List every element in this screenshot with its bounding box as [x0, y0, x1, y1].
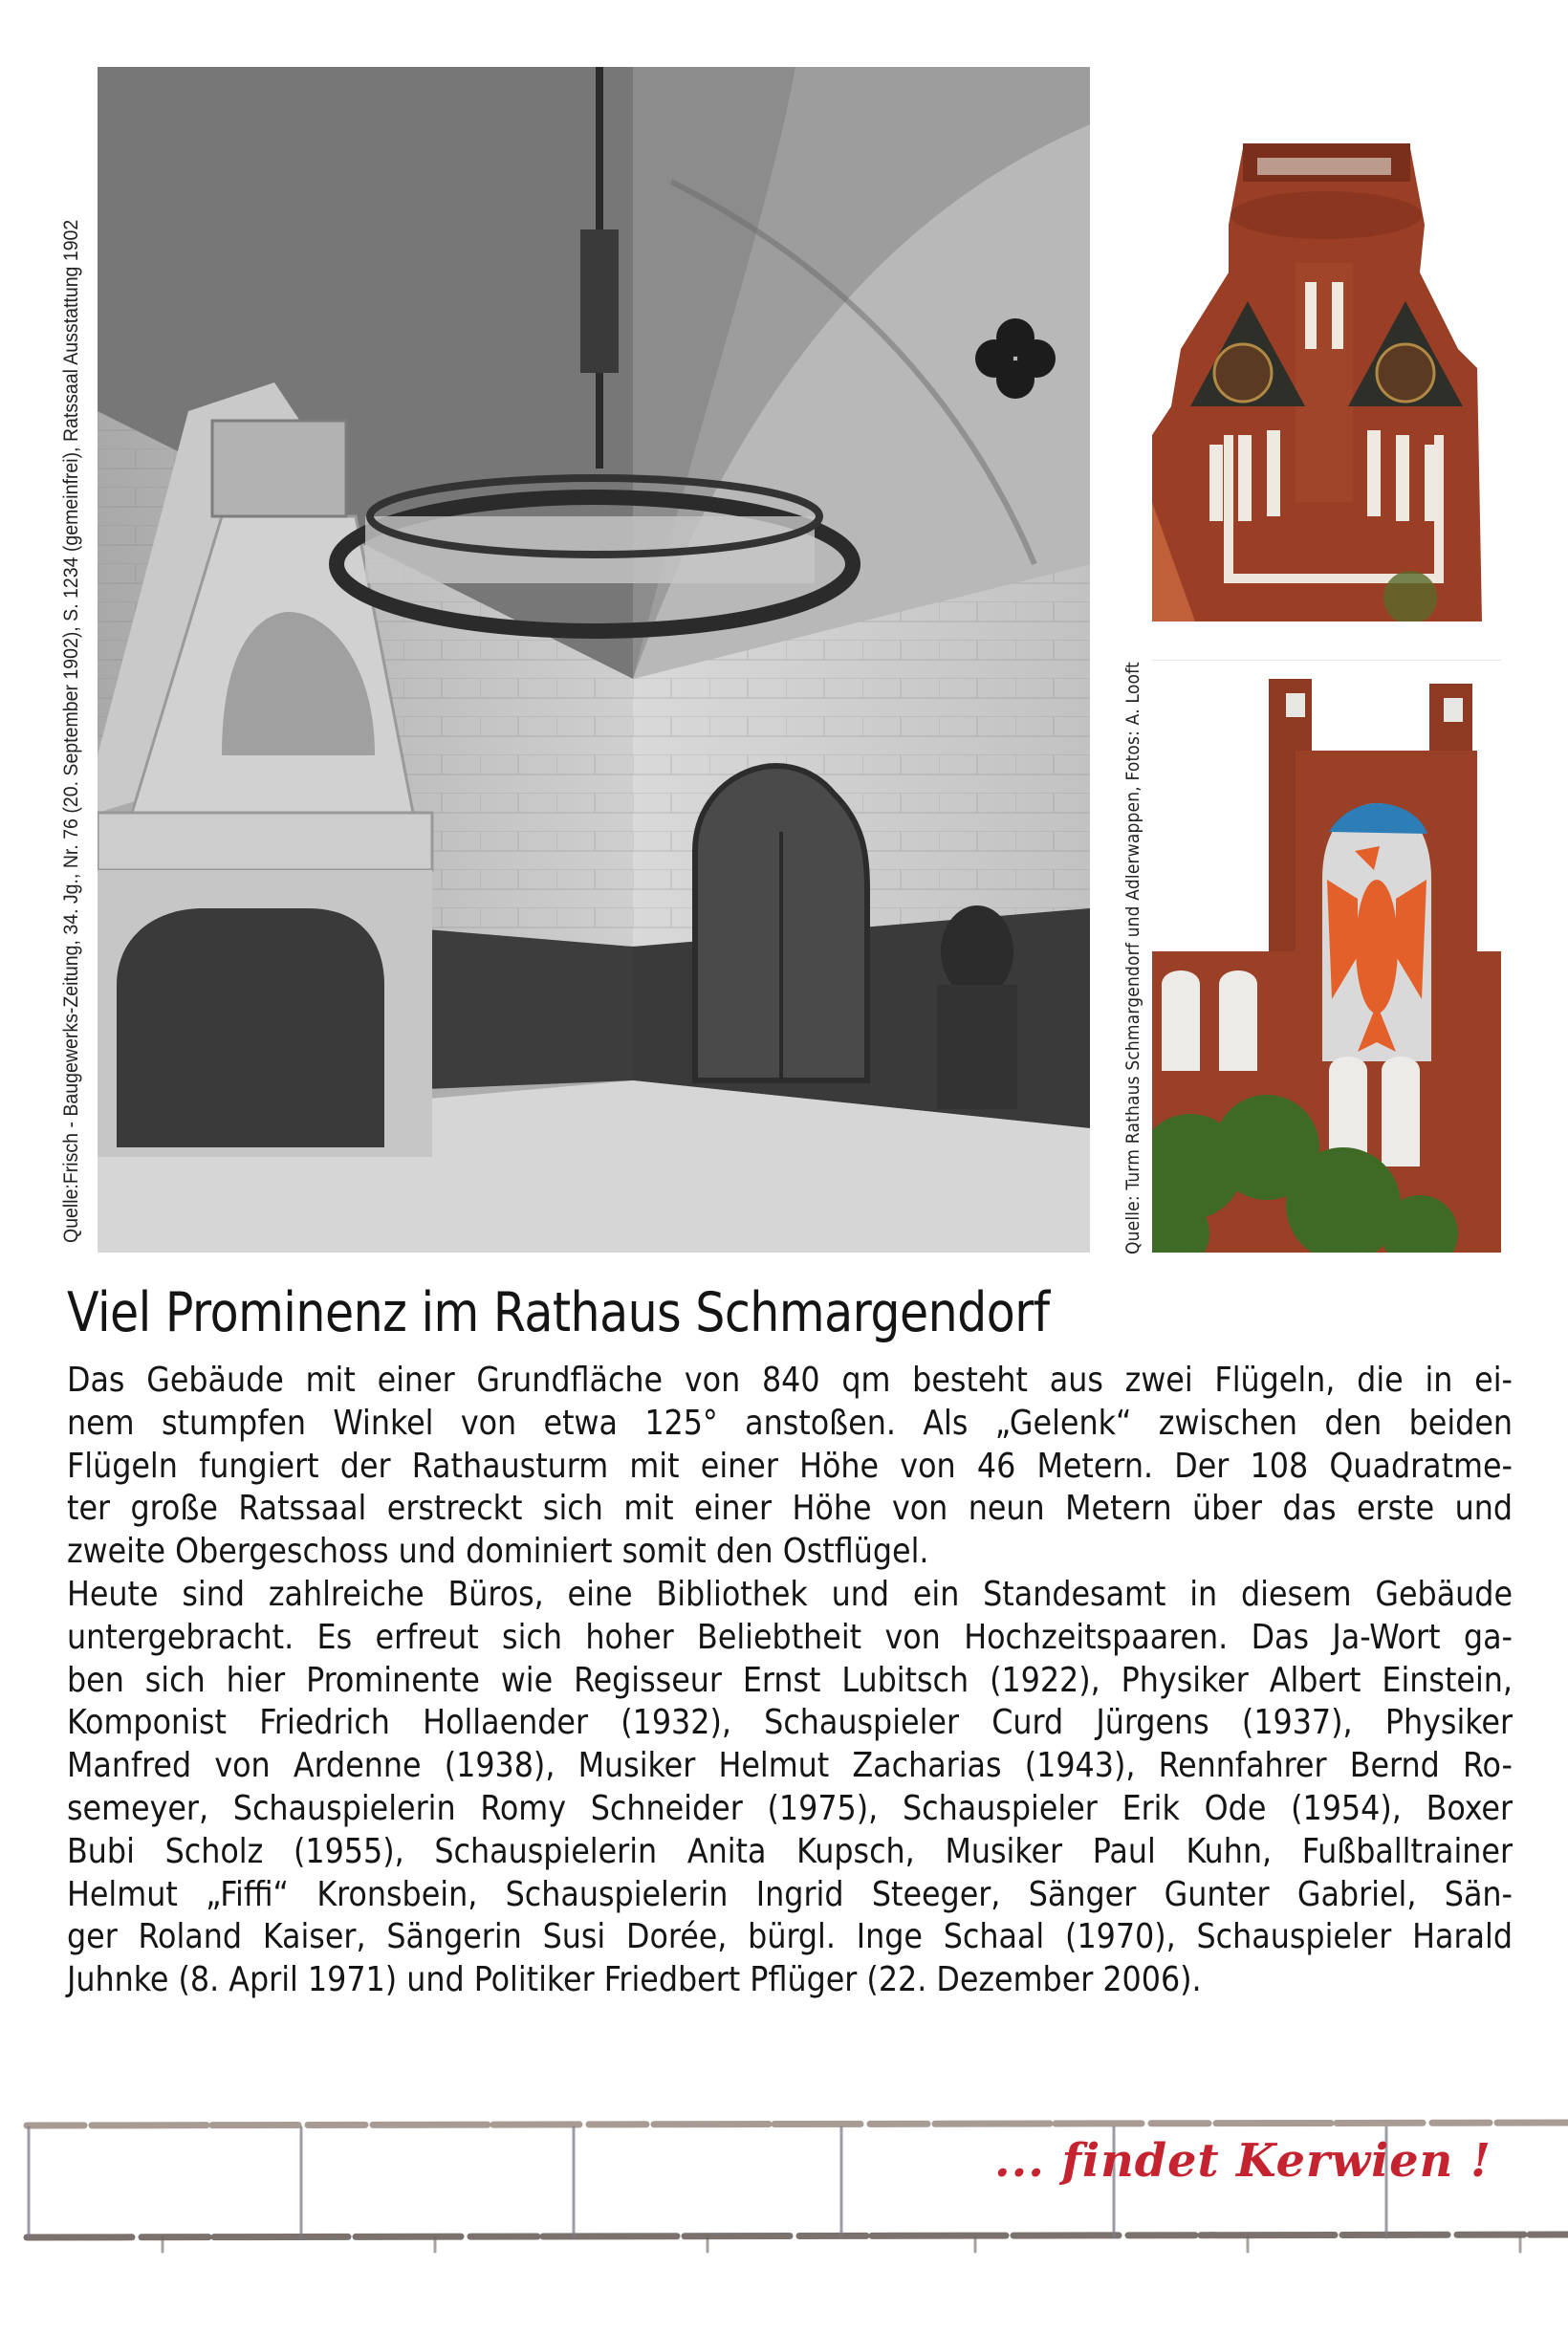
text-line: Juhnke (8. April 1971) und Politiker Friedbert Pflüger (22. Dezember 2006). [67, 1960, 1202, 2000]
text-line: zweite Obergeschoss und dominiert somit den Ostflügel. [67, 1532, 929, 1572]
eagle-coat-of-arms-photo [1152, 669, 1501, 1253]
article-title: Viel Prominenz im Rathaus Schmargendorf [67, 1281, 1050, 1344]
ratssaal-photo [98, 67, 1090, 1253]
tower-photo [1152, 120, 1501, 621]
text-line: nem stumpfen Winkel von etwa 125° anstoßen. Als „Gelenk“ zwischen den beiden [67, 1403, 1513, 1443]
tower-illustration [1152, 120, 1501, 621]
text-line: Komponist Friedrich Hollaender (1932), Schauspieler Curd Jürgens (1937), Physiker [67, 1703, 1513, 1743]
ratssaal-illustration [98, 67, 1090, 1253]
text-line: ger Roland Kaiser, Sängerin Susi Dorée, bürgl. Inge Schaal (1970), Schauspieler Harald [67, 1917, 1513, 1957]
paragraph-building [67, 1360, 1513, 1574]
article-body [67, 1360, 1513, 2002]
photo-source-caption-right: Quelle: Turm Rathaus Schmargendorf und Adlerwappen, Fotos: A. Looft [1123, 662, 1143, 1254]
text-line: Das Gebäude mit einer Grundfläche von 840 qm besteht aus zwei Flügeln, die in ei- [67, 1361, 1513, 1400]
text-line: untergebracht. Es erfreut sich hoher Beliebtheit von Hochzeitspaaren. Das Ja-Wort ga- [67, 1617, 1513, 1657]
photo-source-caption-left: Quelle:Frisch - Baugewerks-Zeitung, 34. Jg., Nr. 76 (20. September 1902), S. 1234 (gemeinfrei), Ratssaal Ausstattung 1902 [59, 219, 82, 1243]
text-line: Flügeln fungiert der Rathausturm mit einer Höhe von 46 Metern. Der 108 Quadratme- [67, 1446, 1513, 1486]
text-line: ben sich hier Prominente wie Regisseur Ernst Lubitsch (1922), Physiker Albert Einstein, [67, 1660, 1513, 1700]
paragraph-weddings [67, 1574, 1513, 2002]
text-line: Manfred von Ardenne (1938), Musiker Helmut Zacharias (1943), Rennfahrer Bernd Ro- [67, 1746, 1513, 1786]
image-divider [1152, 660, 1501, 661]
text-line: Helmut „Fiffi“ Kronsbein, Schauspielerin Ingrid Steeger, Sänger Gunter Gabriel, Sän- [67, 1874, 1513, 1914]
slogan-findet-kerwien: ... findet Kerwien ! [994, 2134, 1492, 2188]
text-line: ter große Ratssaal erstreckt sich mit einer Höhe von neun Metern über das erste und [67, 1489, 1513, 1529]
text-line: semeyer, Schauspielerin Romy Schneider (1975), Schauspieler Erik Ode (1954), Boxer [67, 1788, 1513, 1828]
text-line: Bubi Scholz (1955), Schauspielerin Anita Kupsch, Musiker Paul Kuhn, Fußballtrainer [67, 1831, 1513, 1871]
eagle-illustration [1152, 669, 1501, 1253]
text-line: Heute sind zahlreiche Büros, eine Bibliothek und ein Standesamt in diesem Gebäude [67, 1574, 1513, 1614]
